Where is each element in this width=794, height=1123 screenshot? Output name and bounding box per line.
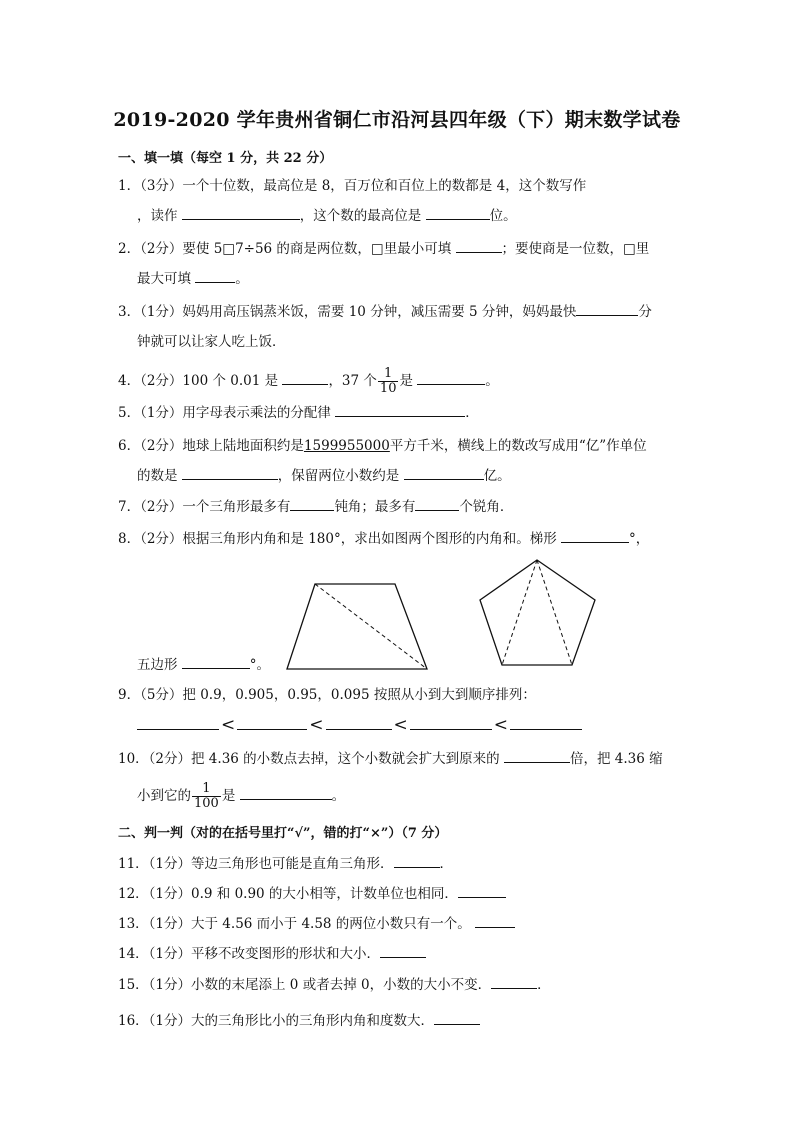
pentagon-shape — [480, 560, 595, 665]
answer-blank[interactable] — [282, 372, 328, 385]
section-heading-judge: 二、判一判（对的在括号里打“√”，错的打“×”）（7 分） — [118, 826, 448, 841]
fraction: $\frac{1}{100}$ — [194, 781, 219, 811]
answer-blank[interactable] — [195, 270, 235, 283]
question-9-line-1: 9．（5分）把 0.9，0.905，0.95，0.095 按照从小到大到顺序排列： — [118, 687, 536, 703]
page-title: 2019-2020 学年贵州省铜仁市沿河县四年级（下）期末数学试卷 — [113, 109, 681, 131]
answer-blank[interactable] — [394, 855, 440, 868]
question-6-line-1: 6．（2分）地球上陆地面积约是1599955000平方千米，横线上的数改写成用“亿”作单位 — [118, 438, 647, 454]
answer-blank[interactable] — [410, 717, 492, 730]
answer-blank[interactable] — [415, 498, 459, 511]
fraction: $\frac{1}{10}$ — [379, 366, 397, 396]
answer-blank[interactable] — [240, 787, 332, 800]
answer-blank[interactable] — [510, 717, 582, 730]
question-15: 15．（1分）小数的末尾添上 0 或者去掉 0，小数的大小不变． ． — [118, 977, 551, 993]
trapezoid-diagonal — [315, 584, 427, 669]
answer-blank[interactable] — [380, 945, 426, 958]
pentagon-figure — [474, 554, 604, 674]
answer-blank[interactable] — [182, 656, 250, 669]
answer-blank[interactable] — [182, 207, 300, 220]
answer-blank[interactable] — [475, 915, 515, 928]
question-1-line-2: ，读作 ，这个数的最高位是 位。 — [137, 208, 517, 224]
answer-blank[interactable] — [491, 976, 537, 989]
question-5: 5．（1分）用字母表示乘法的分配律 ． — [118, 405, 479, 421]
question-11: 11．（1分）等边三角形也可能是直角三角形． ． — [118, 856, 454, 872]
question-10-line-1: 10．（2分）把 4.36 的小数点去掉，这个小数就会扩大到原来的 倍，把 4.36 缩 — [118, 751, 663, 767]
trapezoid-figure — [282, 578, 452, 678]
answer-blank[interactable] — [504, 750, 570, 763]
answer-blank[interactable] — [326, 717, 392, 730]
question-13: 13．（1分）大于 4.56 而小于 4.58 的两位小数只有一个。 — [118, 915, 515, 933]
question-3-line-2: 钟就可以让家人吃上饭． — [137, 334, 286, 350]
pentagon-diagonal-right — [537, 560, 572, 665]
pentagon-diagonal-left — [502, 560, 537, 665]
answer-blank[interactable] — [458, 885, 506, 898]
question-10-line-2: 小到它的 $\frac{1}{100}$ 是 。 — [137, 781, 346, 811]
question-8-line-2: 五边形 °。 — [137, 657, 271, 673]
question-14: 14．（1分）平移不改变图形的形状和大小． — [118, 945, 426, 963]
answer-blank[interactable] — [335, 404, 465, 417]
answer-blank[interactable] — [561, 530, 629, 543]
question-3-line-1: 3．（1分）妈妈用高压锅蒸米饭，需要 10 分钟，减压需要 5 分钟，妈妈最快 分 — [118, 304, 652, 320]
answer-blank[interactable] — [456, 240, 502, 253]
question-16: 16．（1分）大的三角形比小的三角形内角和度数大． — [118, 1012, 480, 1030]
answer-blank[interactable] — [417, 372, 485, 385]
question-12: 12．（1分）0.9 和 0.90 的大小相等，计数单位也相同． — [118, 885, 506, 903]
answer-blank[interactable] — [576, 303, 638, 316]
answer-blank[interactable] — [434, 1012, 480, 1025]
trapezoid-shape — [287, 584, 427, 669]
answer-blank[interactable] — [290, 498, 334, 511]
answer-blank[interactable] — [404, 467, 484, 480]
question-9-line-2: < < < < — [137, 716, 582, 735]
section-heading-fill: 一、填一填（每空 1 分，共 22 分） — [118, 151, 333, 166]
question-2-line-1: 2．（2分）要使 5□7÷56 的商是两位数，□里最小可填 ；要使商是一位数，□里 — [118, 241, 650, 257]
answer-blank[interactable] — [137, 717, 219, 730]
question-2-line-2: 最大可填 。 — [137, 271, 249, 287]
answer-blank[interactable] — [182, 467, 278, 480]
question-1-line-1: 1．（3分）一个十位数，最高位是 8，百万位和百位上的数都是 4，这个数写作 — [118, 178, 587, 194]
question-6-line-2: 的数是 ，保留两位小数约是 亿。 — [137, 468, 511, 484]
question-4: 4．（2分）100 个 0.01 是 ，37 个 $\frac{1}{10}$ 是 。 — [118, 366, 499, 396]
question-7: 7．（2分）一个三角形最多有 钝角；最多有 个锐角． — [118, 499, 514, 515]
answer-blank[interactable] — [237, 717, 307, 730]
answer-blank[interactable] — [426, 207, 490, 220]
question-8: 8．（2分）根据三角形内角和是 180°，求出如图两个图形的内角和。梯形 °， — [118, 531, 650, 547]
